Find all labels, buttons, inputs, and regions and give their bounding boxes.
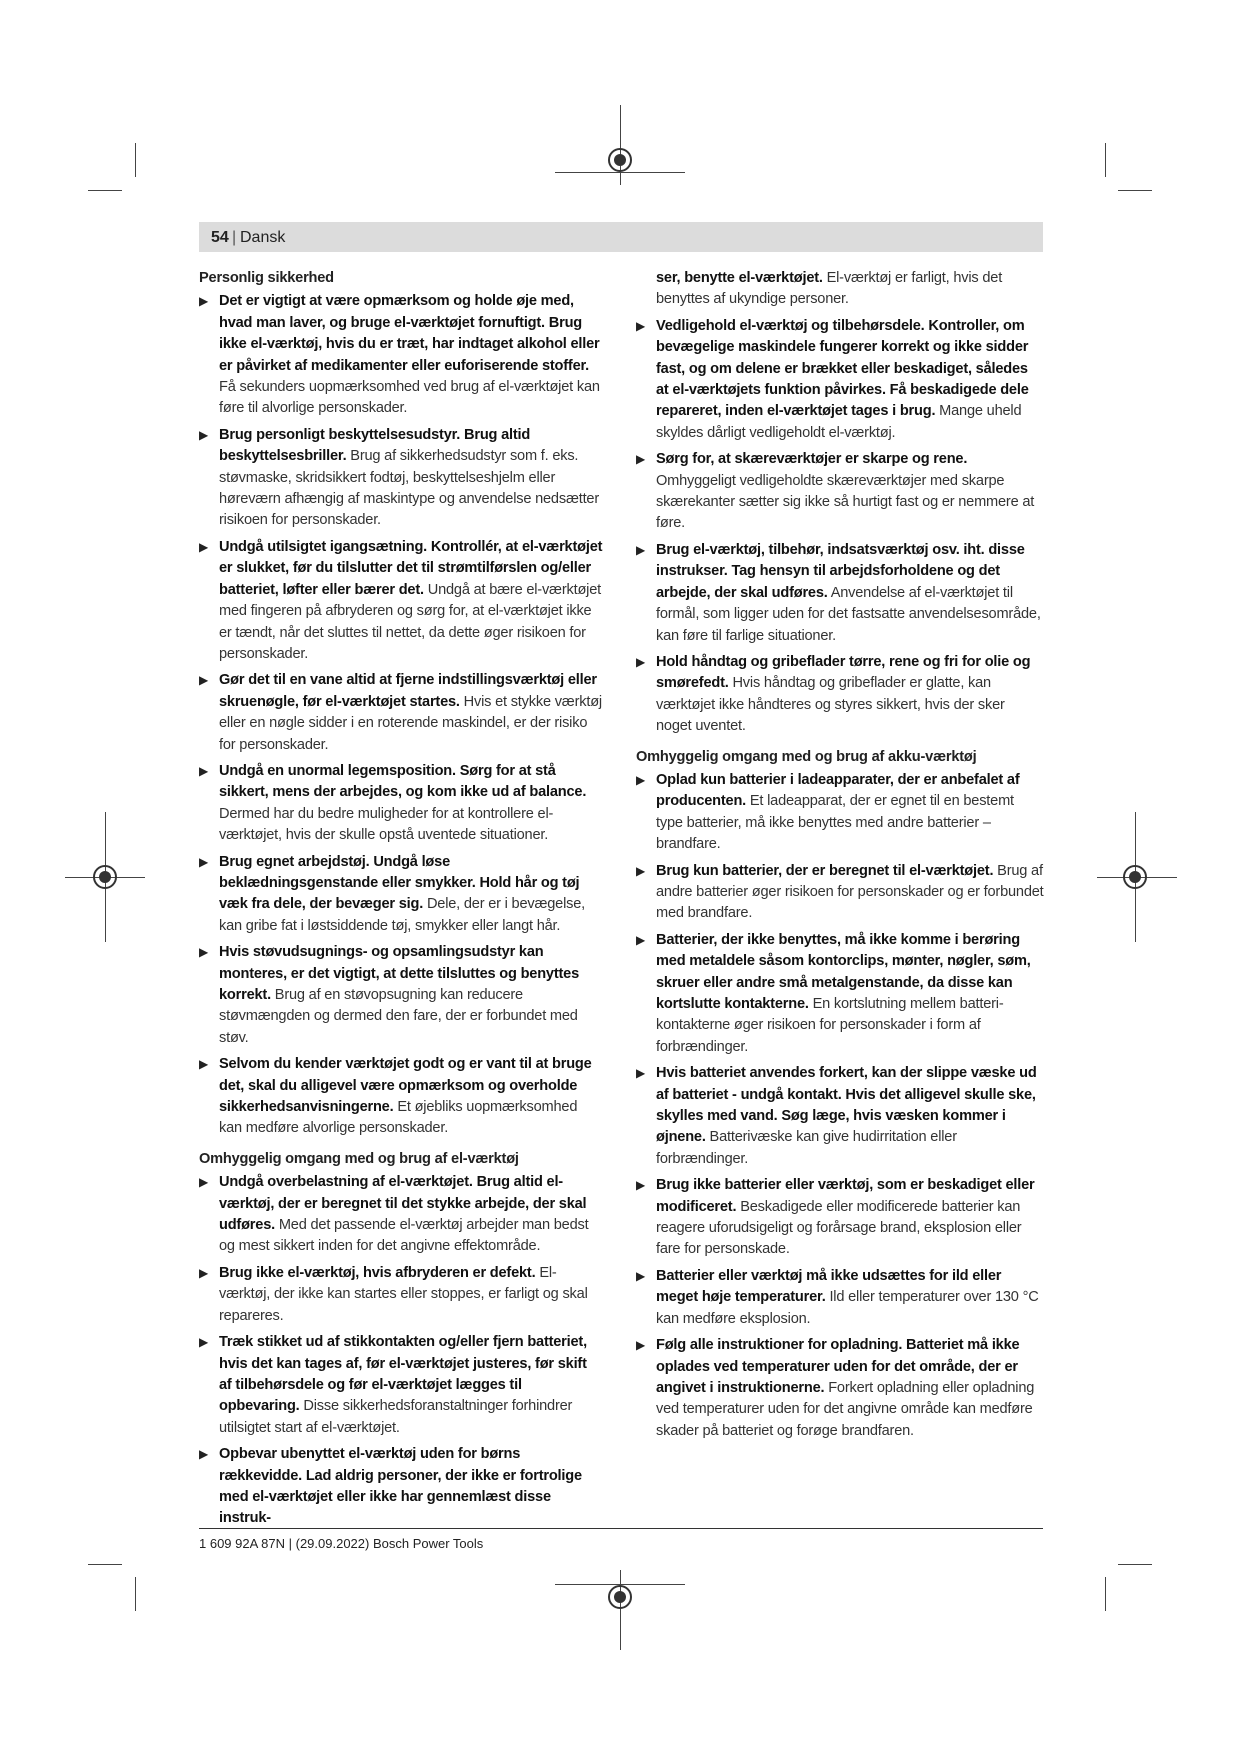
- list-item: ▶ Oplad kun batterier i ladeapparater, der er anbefalet af producenten. Et ladeapparat, der er egnet til en bestemt type batterier, må ikke benyttes med andre batterier – brandfare.: [636, 771, 1020, 853]
- bullet-arrow-icon: ▶: [636, 932, 646, 947]
- bullet-arrow-icon: ▶: [199, 427, 209, 442]
- list-item: ▶ Vedligehold el-værktøj og tilbehørsdele. Kontroller, om bevægelige maskindele fungerer korrekt og ikke sidder fast, og om delene er brækket eller beskadiget, således at el-værktøjets funktion påvirkes. Få beskadigede dele repareret, inden el-værktøjet tages i brug. Mange uheld skyldes dårligt vedligeholdt el-værktøj.: [636, 317, 1029, 441]
- section-heading: Omhyggelig omgang med og brug af el-værktøj: [199, 1150, 519, 1167]
- footer-divider: [199, 1528, 1043, 1529]
- bullet-arrow-icon: ▶: [636, 1268, 646, 1283]
- left-column: [199, 268, 603, 1535]
- bullet-arrow-icon: ▶: [199, 854, 209, 869]
- bullet-arrow-icon: ▶: [199, 673, 209, 688]
- list-item: ▶ Brug ikke el-værktøj, hvis afbryderen er defekt. El-værktøj, der ikke kan startes eller stoppes, er farligt og skal repareres.: [199, 1264, 588, 1324]
- bullet-arrow-icon: ▶: [636, 863, 646, 878]
- bullet-arrow-icon: ▶: [636, 1178, 646, 1193]
- list-item: ▶ Hvis støvudsugnings- og opsamlingsudstyr kan monteres, er det vigtigt, at dette tilsluttes og benyttes korrekt. Brug af en støvopsugning kan reducere støvmængden og dermed den fare, der er forbundet med støv.: [199, 944, 579, 1046]
- list-item: ▶ Selvom du kender værktøjet godt og er vant til at bruge det, skal du alligevel være opmærksom og overholde sikkerhedsanvisningerne. Et øjebliks uopmærksomhed kan medføre alvorlige personskader.: [199, 1056, 592, 1137]
- list-item: ▶ Sørg for, at skæreværktøjer er skarpe og rene. Omhyggeligt vedligeholdte skæreværktøjer med skarpe skærekanter sætter sig ikke så hurtigt fast og er nemmere at føre.: [636, 451, 1035, 532]
- bullet-arrow-icon: ▶: [636, 772, 646, 787]
- bullet-arrow-icon: ▶: [199, 1175, 209, 1190]
- list-item: ▶ Det er vigtigt at være opmærksom og holde øje med, hvad man laver, og bruge el-værktøjet fornuftigt. Brug ikke el-værktøj, hvis du er træt, har indtaget alkohol eller er påvirket af medikamenter eller euforiserende stoffer. Få sekunders uopmærksomhed ved brug af el-værktøjet kan føre til alvorlige personskader.: [199, 293, 600, 417]
- bullet-arrow-icon: ▶: [636, 452, 646, 467]
- section-heading: Personlig sikkerhed: [199, 270, 334, 286]
- list-item: ▶ Brug ikke batterier eller værktøj, som er beskadiget eller modificeret. Beskadigede eller modificerede batterier kan reagere uforudsigeligt og forårsage brand, eksplosion eller fare for personskade.: [636, 1177, 1035, 1258]
- bullet-arrow-icon: ▶: [199, 945, 209, 960]
- registration-mark-icon: [608, 148, 632, 172]
- list-item: ▶ Opbevar ubenyttet el-værktøj uden for børns rækkevidde. Lad aldrig personer, der ikke er fortrolige med el-værktøjet eller ikke har gennemlæst disse instruk-: [199, 1446, 582, 1527]
- list-item: ▶ Følg alle instruktioner for opladning. Batteriet må ikke oplades ved temperaturer uden for det område, der er angivet i instruktionerne. Forkert opladning eller opladning ved temperaturer uden for det angivne område kan medføre skader på batteriet og forøge brandfaren.: [636, 1337, 1035, 1439]
- list-item: ▶ Hold håndtag og gribeflader tørre, rene og fri for olie og smørefedt. Hvis håndtag og gribeflader er glatte, kan værktøjet ikke håndteres og styres sikkert, hvis der sker noget uventet.: [636, 653, 1031, 735]
- list-item: ▶ Undgå en unormal legemsposition. Sørg for at stå sikkert, mens der arbejdes, og kom ikke ud af balance. Dermed har du bedre muligheder for at kontrollere el-værktøjet, hvis der skulle opstå uventede situationer.: [199, 762, 587, 844]
- crop-mark: [1105, 1577, 1106, 1611]
- bullet-arrow-icon: ▶: [199, 763, 209, 778]
- list-item: ▶ Gør det til en vane altid at fjerne indstillingsværktøj eller skruenøgle, før el-værktøjet startes. Hvis et stykke værktøj eller en nøgle sidder i en roterende maskindel, er der risiko for personskader.: [199, 672, 602, 753]
- list-item: ▶ Brug egnet arbejdstøj. Undgå løse beklædningsgenstande eller smykker. Hold hår og tøj væk fra dele, der bevæger sig. Dele, der er i bevægelse, kan gribe fat i løstsiddende tøj, smykker eller langt hår.: [199, 853, 585, 934]
- crop-mark: [135, 143, 136, 177]
- header-separator: |: [232, 229, 237, 246]
- page-footer: 1 609 92A 87N | (29.09.2022) Bosch Power Tools: [199, 1536, 484, 1551]
- crop-mark: [135, 1577, 136, 1611]
- list-item: ▶ Hvis batteriet anvendes forkert, kan der slippe væske ud af batteriet - undgå kontakt. Hvis det alligevel skulle ske, skylles med vand. Søg læge, hvis væsken kommer i øjnene. Batterivæske kan give hudirritation eller forbrændinger.: [636, 1065, 1037, 1167]
- list-item: ▶ Batterier, der ikke benyttes, må ikke komme i berøring med metaldele såsom kontorclips, mønter, nøgler, søm, skruer eller andre små metalgenstande, da disse kan kortslutte kontakterne. En kortslutning mellem batteri-kontakterne øger risikoen for personskader i form af forbrændinger.: [636, 931, 1031, 1055]
- page-language: Dansk: [240, 229, 286, 246]
- bullet-arrow-icon: ▶: [199, 294, 209, 309]
- registration-mark-icon: [1123, 865, 1147, 889]
- bullet-arrow-icon: ▶: [636, 1066, 646, 1081]
- list-item: ▶ Brug kun batterier, der er beregnet til el-værktøjet. Brug af andre batterier øger risikoen for personskader og er forbundet med brandfare.: [636, 862, 1044, 922]
- registration-mark-icon: [608, 1585, 632, 1609]
- crop-mark: [88, 1564, 122, 1565]
- list-item-continuation: ser, benytte el-værktøjet. El-værktøj er farligt, hvis det benyttes af ukyndige personer.: [656, 270, 1003, 308]
- crop-mark: [88, 190, 122, 191]
- list-item: ▶ Brug el-værktøj, tilbehør, indsatsværktøj osv. iht. disse instrukser. Tag hensyn til arbejdsforholdene og det arbejde, der skal udføres. Anvendelse af el-værktøjet til formål, som ligger uden for det fastsatte anvendelsesområde, kan føre til farlige situationer.: [636, 541, 1041, 644]
- list-item: ▶ Undgå utilsigtet igangsætning. Kontrollér, at el-værktøjet er slukket, før du tilslutter det til strømtilførslen og/eller batteriet, løfter eller bærer det. Undgå at bære el-værktøjet med fingeren på afbryderen og sørg for, at el-værktøjet ikke er tændt, når det sluttes til nettet, da dette øger risikoen for personskader.: [199, 538, 603, 662]
- bullet-arrow-icon: ▶: [199, 1265, 209, 1280]
- list-item: ▶ Undgå overbelastning af el-værktøjet. Brug altid el-værktøj, der er beregnet til det stykke arbejde, der skal udføres. Med det passende el-værktøj arbejder man bedst og mest sikkert inden for det angivne effektområde.: [199, 1174, 589, 1255]
- right-column: [636, 268, 1044, 1447]
- page-header: [199, 222, 1043, 252]
- bullet-arrow-icon: ▶: [199, 1335, 209, 1350]
- registration-line: [620, 105, 621, 185]
- bullet-arrow-icon: ▶: [636, 318, 646, 333]
- registration-mark-icon: [93, 865, 117, 889]
- bullet-arrow-icon: ▶: [636, 654, 646, 669]
- section-heading: Omhyggelig omgang med og brug af akku-værktøj: [636, 748, 977, 765]
- crop-mark: [1118, 190, 1152, 191]
- bullet-arrow-icon: ▶: [199, 1447, 209, 1462]
- page-number: 54: [211, 229, 229, 246]
- crop-mark: [1118, 1564, 1152, 1565]
- bullet-arrow-icon: ▶: [199, 539, 209, 554]
- list-item: ▶ Brug personligt beskyttelsesudstyr. Brug altid beskyttelsesbriller. Brug af sikkerhedsudstyr som f. eks. støvmaske, skridsikkert fodtøj, beskyttelseshjelm eller høreværn afhængig af maskintype og anvendelse nedsætter risikoen for personskader.: [199, 426, 600, 529]
- crop-mark: [1105, 143, 1106, 177]
- list-item: ▶ Træk stikket ud af stikkontakten og/eller fjern batteriet, hvis det kan tages af, før el-værktøjet justeres, før skift af tilbehørsdele og før el-værktøjet lægges til opbevaring. Disse sikkerhedsforanstaltninger forhindrer utilsigtet start af el-værktøjet.: [199, 1334, 587, 1436]
- bullet-arrow-icon: ▶: [199, 1057, 209, 1072]
- list-item: ▶ Batterier eller værktøj må ikke udsættes for ild eller meget høje temperaturer. Ild eller temperaturer over 130 °C kan medføre eksplosion.: [636, 1267, 1039, 1327]
- registration-line: [555, 172, 685, 173]
- registration-line: [620, 1570, 621, 1650]
- bullet-arrow-icon: ▶: [636, 1338, 646, 1353]
- bullet-arrow-icon: ▶: [636, 542, 646, 557]
